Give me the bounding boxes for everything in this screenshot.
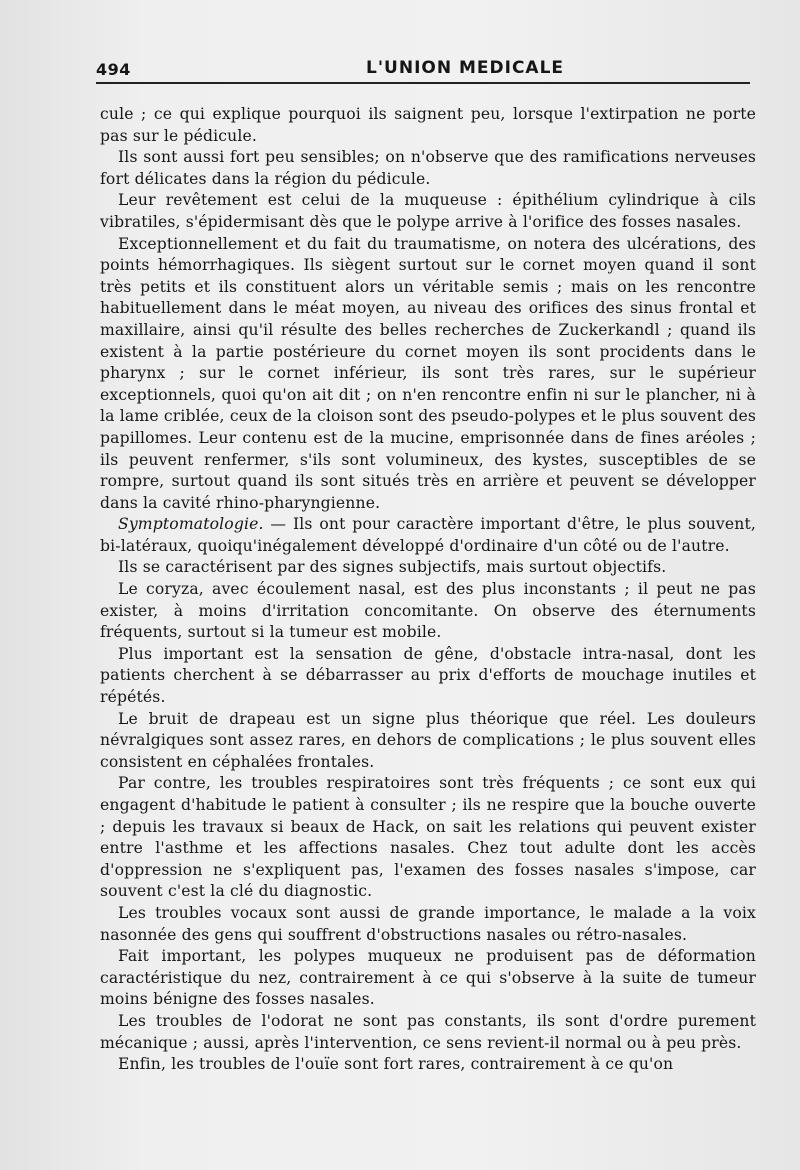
page-header xyxy=(96,50,750,84)
paragraph: Les troubles de l'odorat ne sont pas constants, ils sont d'ordre purement mécanique ; aussi, après l'intervention, ce sens revient-il normal ou à peu près. xyxy=(100,1011,756,1052)
paragraph: Ils sont aussi fort peu sensibles; on n'observe que des ramifications nerveuses fort délicates dans la région du pédicule. xyxy=(100,148,756,188)
header-rule xyxy=(96,82,750,84)
paragraph: Leur revêtement est celui de la muqueuse : épithélium cylindrique à cils vibratiles, s'épidermisant dès que le polype arrive à l'orifice des fosses nasales. xyxy=(100,191,756,231)
body-text xyxy=(100,104,756,1076)
page-number: 494 xyxy=(96,60,131,79)
paragraph: Le coryza, avec écoulement nasal, est des plus inconstants ; il peut ne pas exister, à moins d'irritation concomitante. On observe des éternuments fréquents, surtout si la tumeur est mobile. xyxy=(100,580,756,642)
paragraph: Exceptionnellement et du fait du traumatisme, on notera des ulcérations, des points hémorrhagiques. Ils siègent surtout sur le cornet moyen quand il sont très petits et ils constituent alors un véritable semis ; mais on les rencontre habituellement dans le méat moyen, au niveau des orifices des sinus frontal et maxillaire, ainsi qu'il résulte des belles recherches de Zuckerkandl ; quand ils existent à la partie postérieure du cornet moyen ils sont procidents dans le pharynx ; sur le cornet inférieur, ils sont très rares, sur le supérieur exceptionnels, quoi qu'on ait dit ; on n'en rencontre enfin ni sur le plancher, ni à la lame criblée, ceux de la cloison sont des pseudo-polypes et le plus souvent des papillomes. Leur contenu est de la mucine, emprisonnée dans de fines aréoles ; ils peuvent renfermer, s'ils sont volumineux, des kystes, susceptibles de se rompre, surtout quand ils sont situés très en arrière et peuvent se développer dans la cavité rhino-pharyngienne. xyxy=(100,234,756,512)
section-title: Symptomatologie. xyxy=(118,515,264,534)
paragraph: Fait important, les polypes muqueux ne produisent pas de déformation caractéristique du nez, contrairement à ce qui s'observe à la suite de tumeur moins bénigne des fosses nasales. xyxy=(100,947,756,1009)
paragraph: Les troubles vocaux sont aussi de grande importance, le malade a la voix nasonnée des gens qui souffrent d'obstructions nasales ou rétro-nasales. xyxy=(100,903,756,944)
paragraph: Plus important est la sensation de gêne, d'obstacle intra-nasal, dont les patients cherchent à se débarrasser au prix d'efforts de mouchage inutiles et répétés. xyxy=(100,644,756,707)
paragraph: cule ; ce qui explique pourquoi ils saignent peu, lorsque l'extirpation ne porte pas sur le pédicule. xyxy=(100,105,756,145)
paragraph: Par contre, les troubles respiratoires sont très fréquents ; ce sont eux qui engagent d'habitude le patient à consulter ; ils ne respire que la bouche ouverte ; depuis les travaux si beaux de Hack, on sait les relations qui peuvent exister entre l'asthme et les affections nasales. Chez tout adulte dont les accès d'oppression ne s'expliquent pas, l'examen des fosses nasales s'impose, car souvent c'est la clé du diagnostic. xyxy=(100,774,756,901)
paragraph: Ils se caractérisent par des signes subjectifs, mais surtout objectifs. xyxy=(118,558,667,577)
paragraph: Le bruit de drapeau est un signe plus théorique que réel. Les douleurs névralgiques sont assez rares, en dehors de complications ; le plus souvent elles consistent en céphalées frontales. xyxy=(100,709,756,771)
paragraph: Enfin, les troubles de l'ouïe sont fort rares, contrairement à ce qu'on xyxy=(118,1055,674,1074)
section-text: — Ils ont pour caractère important d'être, le plus souvent, bi-latéraux, quoiqu'inégalement développé d'ordinaire d'un côté ou de l'autre. xyxy=(100,515,756,555)
running-title: L'UNION MEDICALE xyxy=(366,58,565,78)
section-paragraph xyxy=(100,514,756,557)
